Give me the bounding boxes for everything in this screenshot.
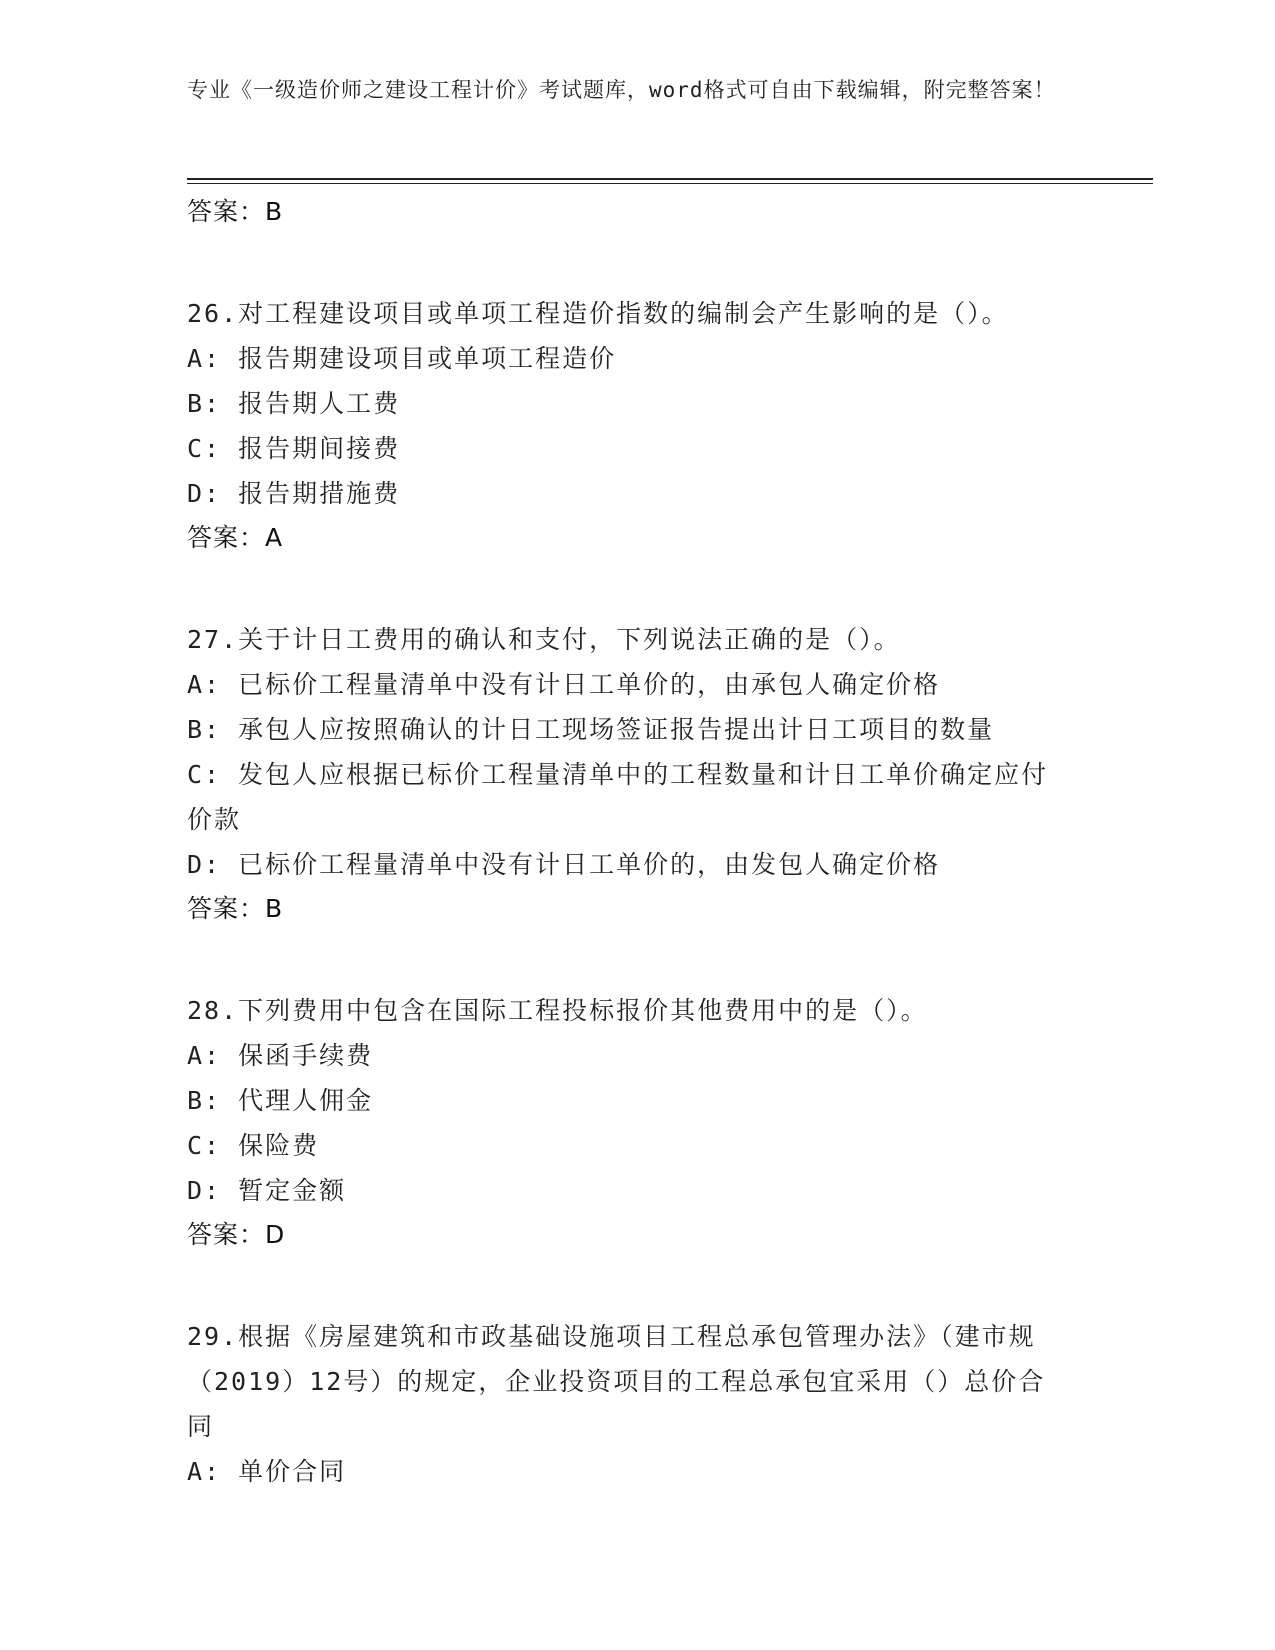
option-text: 保险费 bbox=[238, 1131, 320, 1160]
option-b bbox=[187, 381, 1067, 426]
option-letter: D: bbox=[187, 850, 222, 879]
option-letter: C: bbox=[187, 1131, 222, 1160]
option-letter: B: bbox=[187, 715, 222, 744]
question-answer: 答案：D bbox=[187, 1220, 286, 1249]
option-text: 发包人应根据已标价工程量清单中的工程数量和计日工单价确定应付价款 bbox=[187, 760, 1049, 834]
option-b bbox=[187, 1078, 1067, 1123]
option-a bbox=[187, 1449, 1067, 1494]
option-letter: B: bbox=[187, 389, 222, 418]
option-d bbox=[187, 471, 1067, 516]
question-list bbox=[187, 190, 1067, 1494]
question-27 bbox=[187, 617, 1067, 931]
question-28 bbox=[187, 988, 1067, 1257]
option-text: 单价合同 bbox=[238, 1457, 347, 1486]
question-stem: 26.对工程建设项目或单项工程造价指数的编制会产生影响的是（）。 bbox=[187, 299, 1009, 328]
option-text: 已标价工程量清单中没有计日工单价的，由承包人确定价格 bbox=[238, 670, 941, 699]
option-d bbox=[187, 842, 1067, 887]
option-a bbox=[187, 1033, 1067, 1078]
option-text: 暂定金额 bbox=[238, 1176, 347, 1205]
option-c bbox=[187, 426, 1067, 471]
question-26 bbox=[187, 291, 1067, 560]
option-letter: A: bbox=[187, 670, 222, 699]
option-text: 报告期建设项目或单项工程造价 bbox=[238, 344, 617, 373]
header-rule-thin bbox=[187, 183, 1153, 184]
question-stem: 29.根据《房屋建筑和市政基础设施项目工程总承包管理办法》（建市规（2019）12号）的规定，企业投资项目的工程总承包宜采用（）总价合同 bbox=[187, 1322, 1046, 1441]
option-text: 承包人应按照确认的计日工现场签证报告提出计日工项目的数量 bbox=[238, 715, 995, 744]
option-letter: B: bbox=[187, 1086, 222, 1115]
option-c bbox=[187, 1123, 1067, 1168]
question-29 bbox=[187, 1314, 1067, 1494]
question-stem: 28.下列费用中包含在国际工程投标报价其他费用中的是（）。 bbox=[187, 996, 928, 1025]
leading-answer: 答案：B bbox=[187, 197, 284, 226]
option-text: 已标价工程量清单中没有计日工单价的，由发包人确定价格 bbox=[238, 850, 941, 879]
option-text: 保函手续费 bbox=[238, 1041, 374, 1070]
option-b bbox=[187, 707, 1067, 752]
option-letter: C: bbox=[187, 434, 222, 463]
question-stem: 27.关于计日工费用的确认和支付，下列说法正确的是（）。 bbox=[187, 625, 901, 654]
option-letter: A: bbox=[187, 344, 222, 373]
option-letter: A: bbox=[187, 1457, 222, 1486]
header-rule-thick bbox=[187, 178, 1153, 180]
option-c bbox=[187, 752, 1067, 842]
option-text: 报告期措施费 bbox=[238, 479, 401, 508]
option-letter: C: bbox=[187, 760, 222, 789]
option-a bbox=[187, 336, 1067, 381]
option-letter: D: bbox=[187, 1176, 222, 1205]
question-answer: 答案：B bbox=[187, 894, 284, 923]
option-d bbox=[187, 1168, 1067, 1213]
option-text: 报告期间接费 bbox=[238, 434, 401, 463]
option-text: 代理人佣金 bbox=[238, 1086, 374, 1115]
option-letter: A: bbox=[187, 1041, 222, 1070]
header-note: 专业《一级造价师之建设工程计价》考试题库，word格式可自由下载编辑，附完整答案！ bbox=[187, 78, 1056, 102]
question-answer: 答案：A bbox=[187, 523, 284, 552]
option-a bbox=[187, 662, 1067, 707]
option-letter: D: bbox=[187, 479, 222, 508]
option-text: 报告期人工费 bbox=[238, 389, 401, 418]
